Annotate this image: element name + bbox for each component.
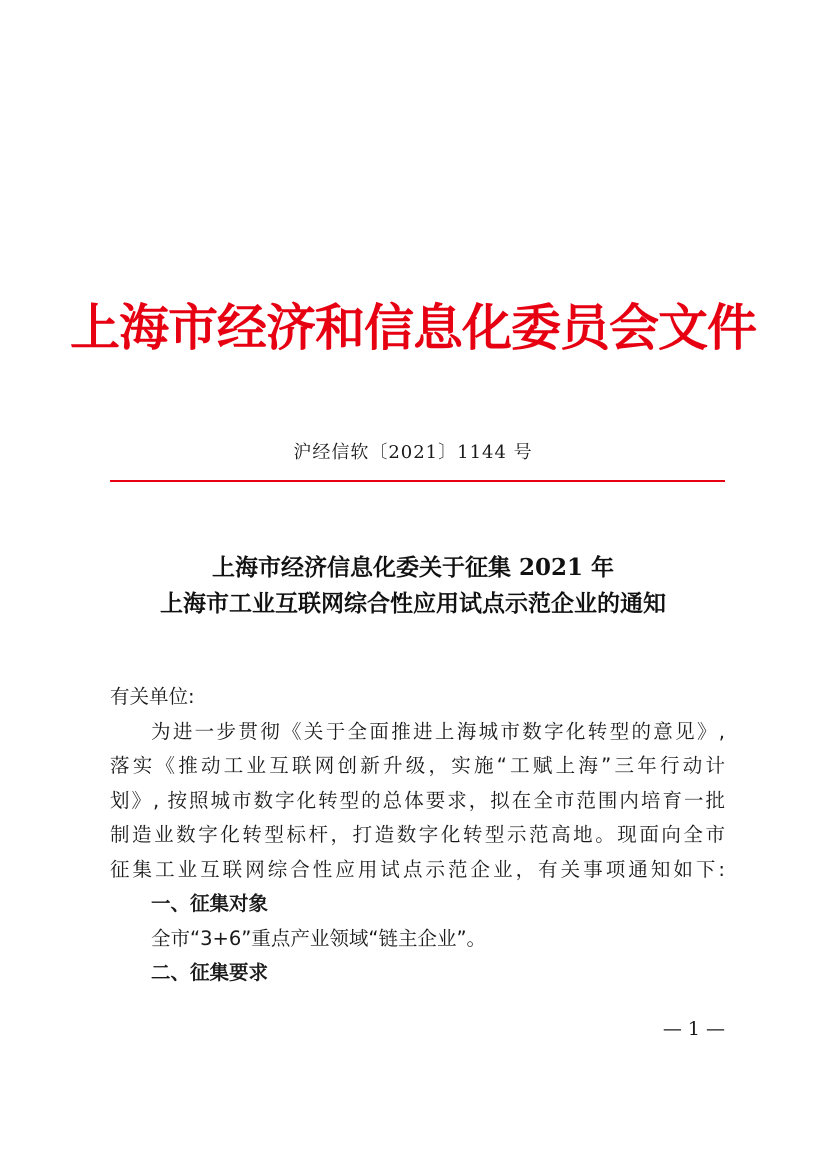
section-text-1: 全市“3+6”重点产业领域“链主企业”。	[151, 926, 487, 950]
red-divider-line	[110, 480, 725, 482]
document-header-title: 上海市经济和信息化委员会文件	[70, 298, 756, 357]
paragraph-line: 制造业数字化转型标杆，打造数字化转型示范高地。现面向全市	[110, 823, 725, 846]
paragraph-line: 划》, 按照城市数字化转型的总体要求，拟在全市范围内培育一批	[110, 788, 725, 812]
document-number: 沪经信软〔2021〕1144 号	[293, 442, 533, 463]
notice-body	[110, 680, 725, 991]
page-number: — 1 —	[662, 1018, 725, 1040]
notice-title-line-1: 上海市经济信息化委关于征集 2021 年	[211, 554, 615, 581]
salutation: 有关单位:	[110, 685, 195, 708]
section-heading-2: 二、征集要求	[151, 961, 269, 984]
notice-title	[0, 550, 826, 622]
section-heading-1: 一、征集对象	[151, 892, 269, 915]
paragraph-line: 落实《推动工业互联网创新升级，实施“工赋上海”三年行动计	[110, 754, 725, 777]
paragraph-line: 为进一步贯彻《关于全面推进上海城市数字化转型的意见》,	[151, 719, 725, 743]
notice-title-line-2: 上海市工业互联网综合性应用试点示范企业的通知	[160, 590, 666, 617]
paragraph-line: 征集工业互联网综合性应用试点示范企业，有关事项通知如下:	[110, 857, 725, 881]
